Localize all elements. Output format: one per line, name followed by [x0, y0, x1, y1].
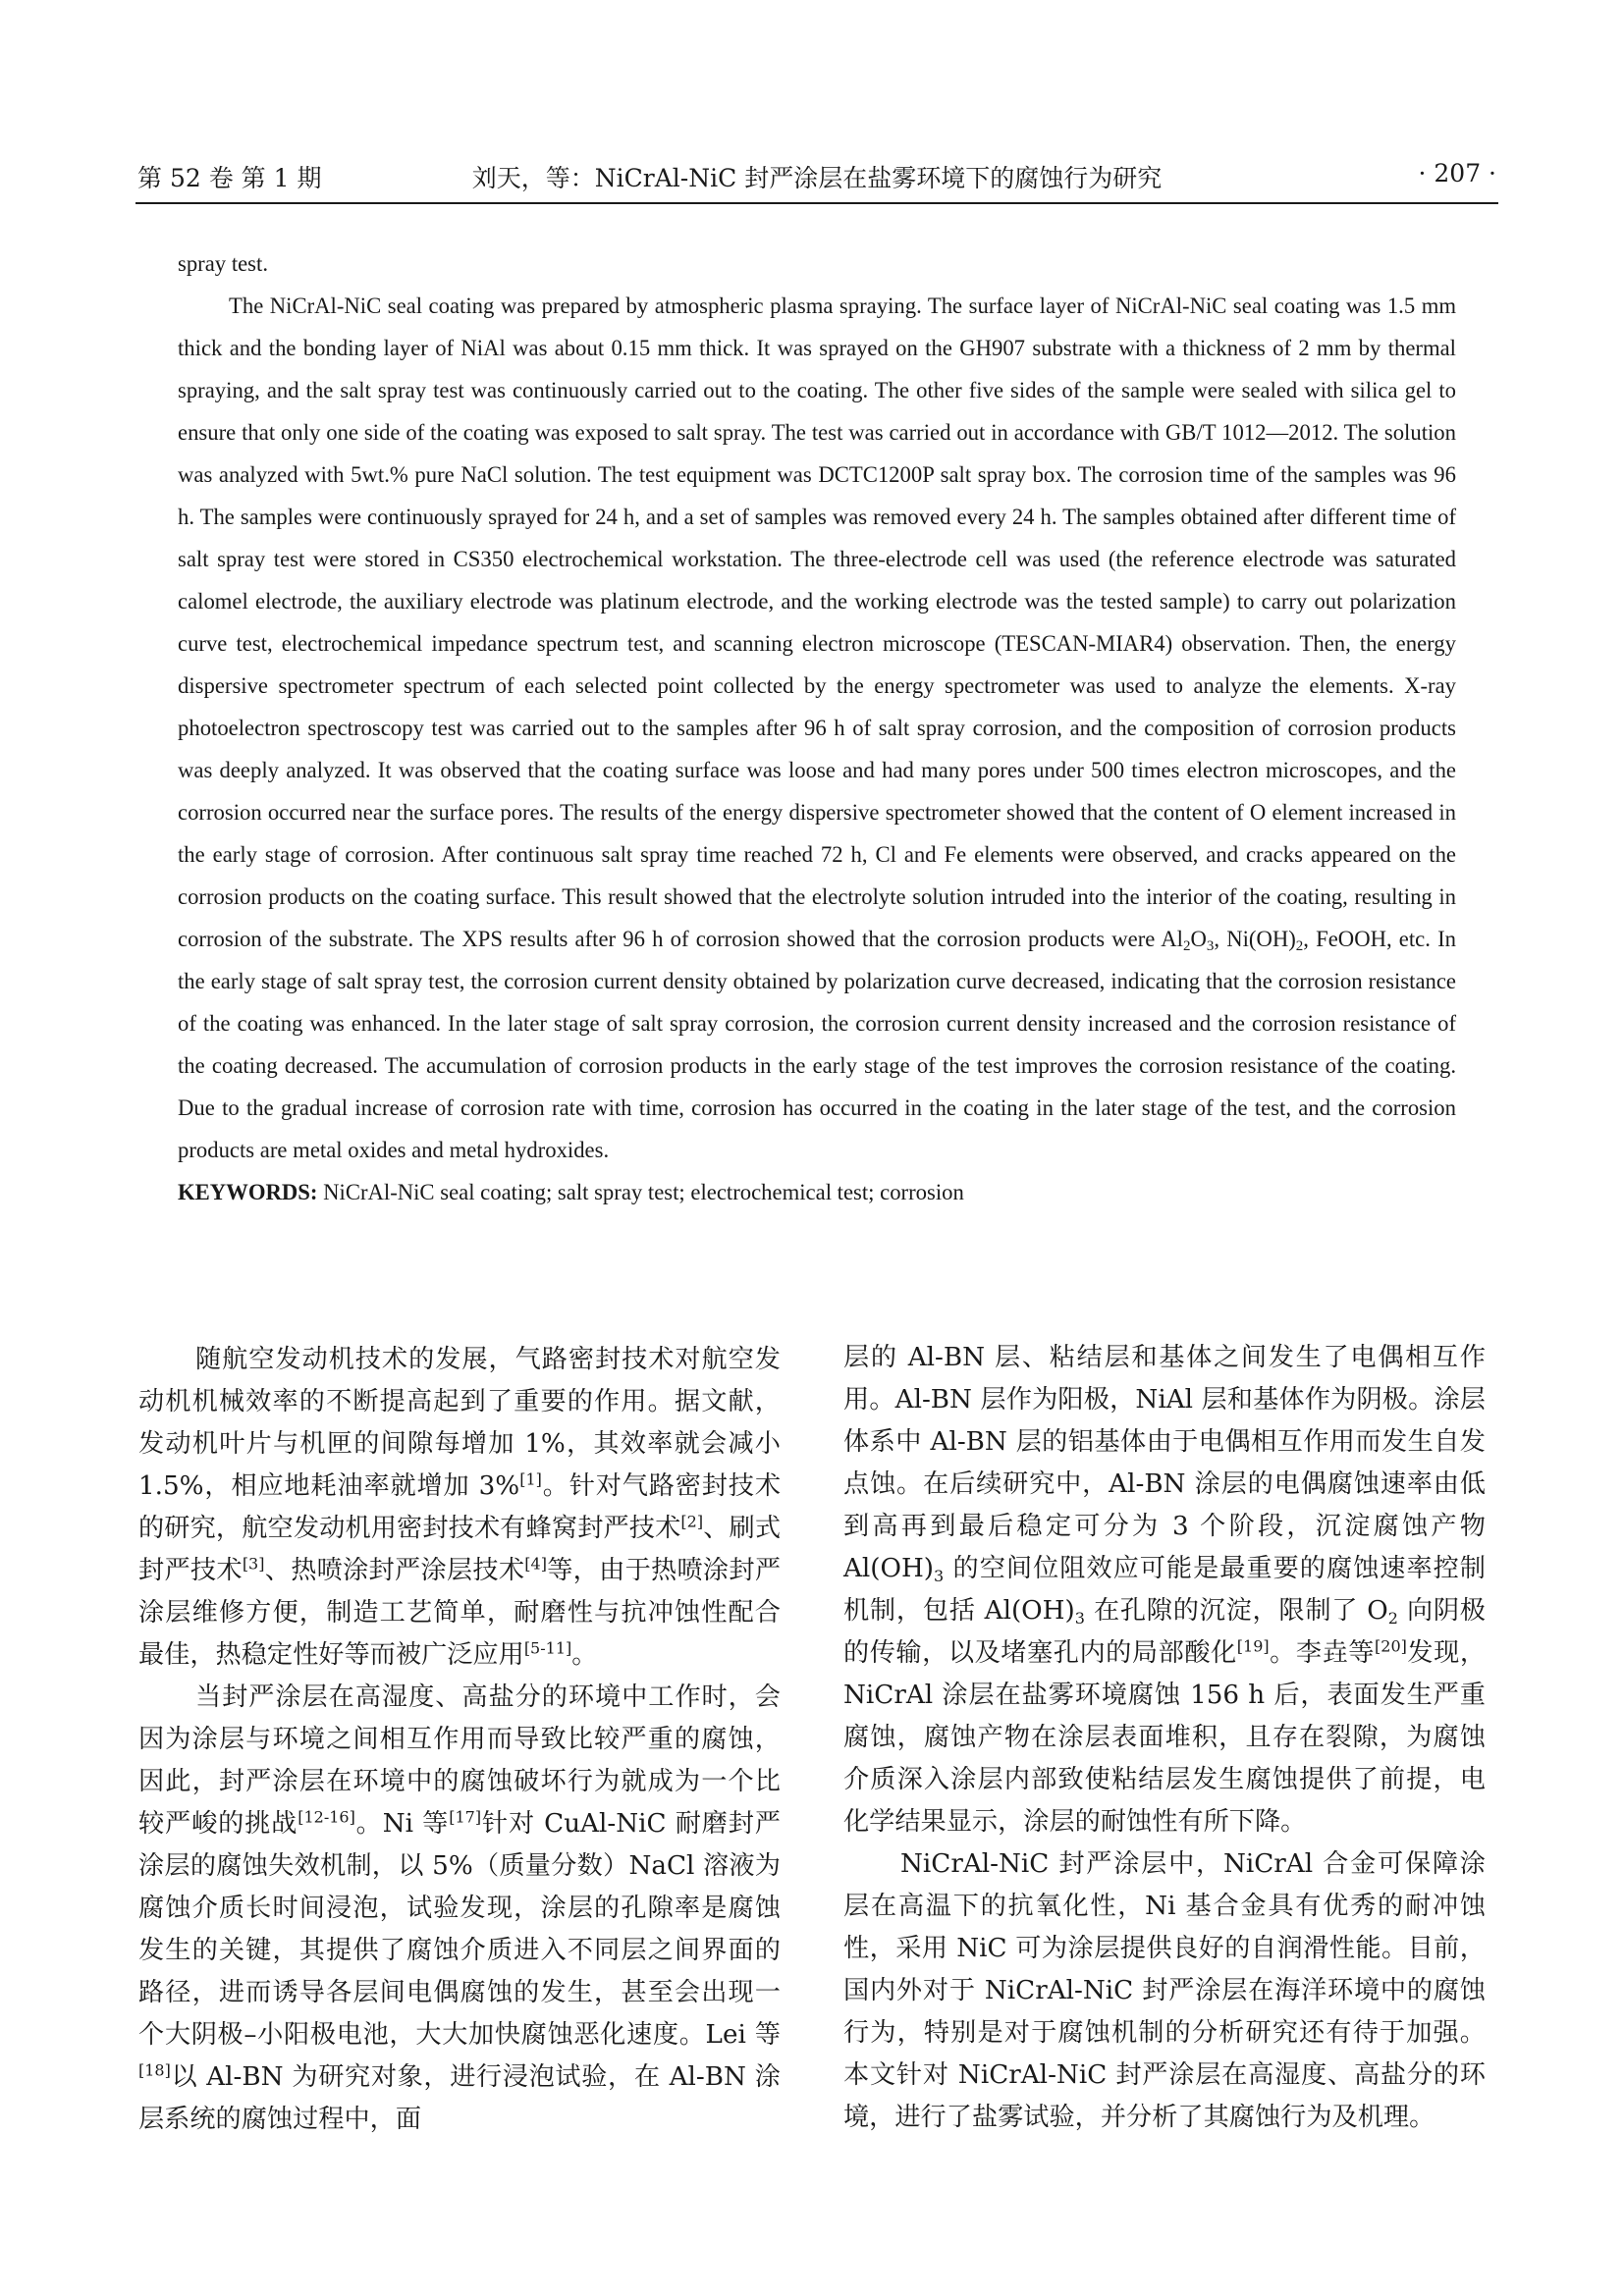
citation[interactable]: [3]: [242, 1554, 265, 1574]
citation[interactable]: [2]: [680, 1512, 704, 1531]
keywords-label: KEYWORDS:: [178, 1180, 318, 1204]
citation[interactable]: [18]: [138, 2060, 171, 2080]
abstract-continuation: spray test.: [178, 251, 268, 276]
abstract-paragraph: The NiCrAl-NiC seal coating was prepared by atmospheric plasma spraying. The surface layer of NiCrAl-NiC seal coating was 1.5 mm thick and the bonding layer of NiAl was about 0.15 mm thick. It was sprayed on the GH907 substrate with a thickness of 2 mm by thermal spraying, and the salt spray test was continuously carried out to the coating. The other five sides of the sample were sealed with silica gel to ensure that only one side of the coating was exposed to salt spray. The test was carried out in accordance with GB/T 1012—2012. The solution was analyzed with 5wt.% pure NaCl solution. The test equipment was DCTC1200P salt spray box. The corrosion time of the samples was 96 h. The samples were continuously sprayed for 24 h, and a set of samples was removed every 24 h. The samples obtained after different time of salt spray test were stored in CS350 electrochemical workstation. The three-electrode cell was used (the reference electrode was saturated calomel electrode, the auxiliary electrode was platinum electrode, and the working electrode was the tested sample) to carry out polarization curve test, electrochemical impedance spectrum test, and scanning electron microscope (TESCAN-MIAR4) observation. Then, the energy dispersive spectrometer spectrum of each selected point collected by the energy spectrometer was used to analyze the elements. X-ray photoelectron spectroscopy test was carried out to the samples after 96 h of salt spray corrosion, and the composition of corrosion products was deeply analyzed. It was observed that the coating surface was loose and had many pores under 500 times electron microscopes, and the corrosion occurred near the surface pores. The results of the energy dispersive spectrometer showed that the content of O element increased in the early stage of corrosion. After continuous salt spray time reached 72 h, Cl and Fe elements were observed, and cracks appeared on the corrosion products on the coating surface. This result showed that the electrolyte solution intruded into the interior of the coating, resulting in corrosion of the substrate. The XPS results after 96 h of corrosion showed that the corrosion products were $Al_2O_3$, $Ni(OH)_2$, FeOOH, etc. In the early stage of salt spray test, the corrosion current density obtained by polarization curve decreased, indicating that the corrosion resistance of the coating was enhanced. In the later stage of salt spray corrosion, the corrosion current density increased and the corrosion resistance of the coating decreased. The accumulation of corrosion products in the early stage of the test improves the corrosion resistance of the coating. Due to the gradual increase of corrosion rate with time, corrosion has occurred in the coating in the later stage of the test, and the corrosion products are metal oxides and metal hydroxides.: [178, 294, 1456, 1162]
intro-paragraph-3: NiCrAl-NiC 封严涂层中，NiCrAl 合金可保障涂层在高温下的抗氧化性，Ni 基合金具有优秀的耐冲蚀性，采用 NiC 可为涂层提供良好的自润滑性能。目前，国内外对于 NiCrAl-NiC 封严涂层在海洋环境中的腐蚀行为，特别是对于腐蚀机制的分析研究还有待于加强。本文针对 NiCrAl-NiC 封严涂层在高湿度、高盐分的环境，进行了盐雾试验，并分析了其腐蚀行为及机理。: [843, 1849, 1486, 2132]
citation[interactable]: [19]: [1236, 1636, 1270, 1656]
citation[interactable]: [20]: [1375, 1636, 1407, 1656]
citation[interactable]: [1]: [519, 1469, 542, 1489]
page-number: · 207 ·: [1418, 159, 1496, 187]
intro-paragraph-2: 当封严涂层在高湿度、高盐分的环境中工作时，会因为涂层与环境之间相互作用而导致比较严重的腐蚀，因此，封严涂层在环境中的腐蚀破坏行为就成为一个比较严峻的挑战[12-16]。Ni 等[17]针对 CuAl-NiC 耐磨封严涂层的腐蚀失效机制，以 5%（质量分数）NaCl 溶液为腐蚀介质长时间浸泡，试验发现，涂层的孔隙率是腐蚀发生的关键，其提供了腐蚀介质进入不同层之间界面的路径，进而诱导各层间电偶腐蚀的发生，甚至会出现一个大阴极–小阳极电池，大大加快腐蚀恶化速度。Lei 等[18]以 Al-BN 为研究对象，进行浸泡试验，在 Al-BN 涂层系统的腐蚀过程中，面: [138, 1682, 781, 2134]
body-column-left: [138, 1339, 781, 2141]
running-header: [135, 157, 1498, 204]
intro-paragraph-1: 随航空发动机技术的发展，气路密封技术对航空发动机机械效率的不断提高起到了重要的作用。据文献，发动机叶片与机匣的间隙每增加 1%，其效率就会减小 1.5%，相应地耗油率就增加 3%[1]。针对气路密封技术的研究，航空发动机用密封技术有蜂窝封严技术[2]、刷式封严技术[3]、热喷涂封严涂层技术[4]等，由于热喷涂封严涂层维修方便，制造工艺简单，耐磨性与抗冲蚀性配合最佳，热稳定性好等而被广泛应用[5-11]。: [138, 1345, 782, 1670]
intro-paragraph-2-continued: 层的 Al-BN 层、粘结层和基体之间发生了电偶相互作用。Al-BN 层作为阳极，NiAl 层和基体作为阴极。涂层体系中 Al-BN 层的铝基体由于电偶相互作用而发生自发点蚀。在后续研究中，Al-BN 涂层的电偶腐蚀速率由低到高再到最后稳定可分为 3 个阶段，沉淀腐蚀产物 $Al(OH)_3$ 的空间位阻效应可能是最重要的腐蚀速率控制机制，包括 $Al(OH)_3$ 在孔隙的沉淀，限制了 $O_2$ 向阴极的传输，以及堵塞孔内的局部酸化[19]。李垚等[20]发现，NiCrAl 涂层在盐雾环境腐蚀 156 h 后，表面发生严重腐蚀，腐蚀产物在涂层表面堆积，且存在裂隙，为腐蚀介质深入涂层内部致使粘结层发生腐蚀提供了前提，电化学结果显示，涂层的耐蚀性有所下降。: [843, 1343, 1487, 1837]
english-abstract: [178, 242, 1456, 1213]
citation[interactable]: [5-11]: [523, 1638, 572, 1658]
citation[interactable]: [12-16]: [298, 1807, 355, 1827]
body-column-right: [843, 1337, 1486, 2139]
citation[interactable]: [4]: [524, 1554, 547, 1574]
volume-issue: 第 52 卷 第 1 期: [137, 164, 322, 192]
running-title: 刘天，等：NiCrAl-NiC 封严涂层在盐雾环境下的腐蚀行为研究: [471, 164, 1163, 192]
keywords-text: NiCrAl-NiC seal coating; salt spray test; electrochemical test; corrosion: [317, 1180, 964, 1204]
keywords-line: [178, 1171, 1456, 1213]
citation[interactable]: [17]: [449, 1807, 482, 1827]
